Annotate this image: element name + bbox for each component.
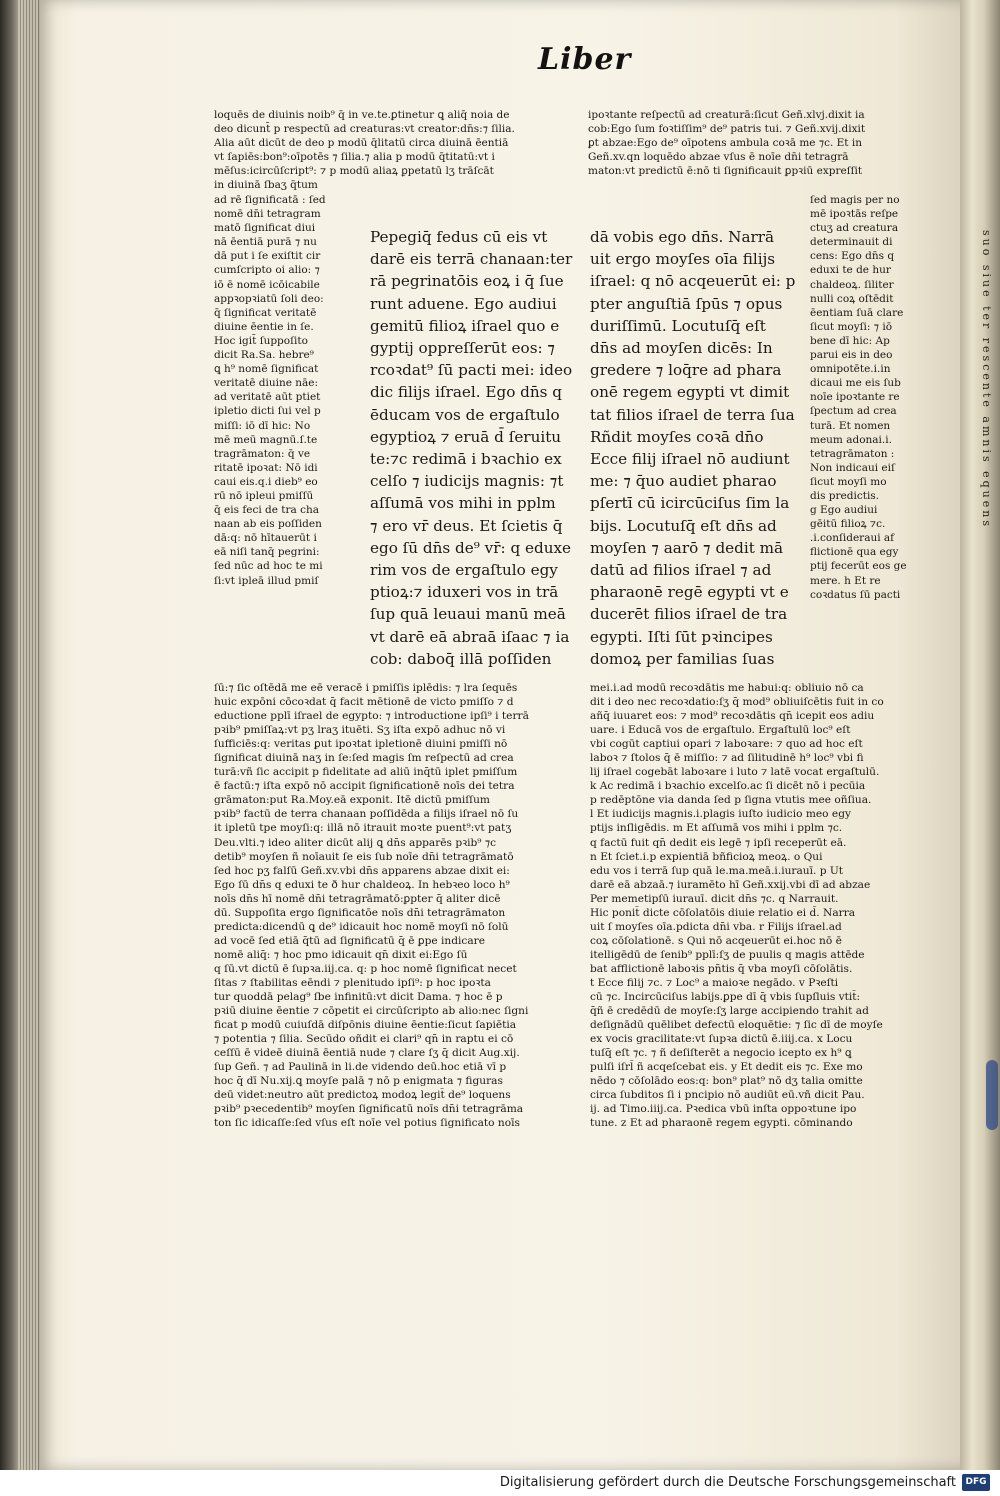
text-line: diuine ēentie in ſe. (214, 320, 314, 333)
text-line: runt aduene. Ego audiui (370, 294, 557, 313)
text-line: meum adonai.i. (810, 433, 892, 446)
text-line: ceſſū ē videē diuinā ēentiā nude ⁊ clare ſʒ q̄ dicit Aug.xij. (214, 1047, 520, 1060)
text-line: añq̄ iuuaret eos: ⁊ mod⁹ recoꝛdātis qn̄ icepit eos adiu (590, 710, 875, 723)
text-line: Per memetipſū iurauī. dicit dn̄s ⁊c. q Narrauit. (590, 892, 839, 905)
text-line: uare. i Educā vos de ergaſtulo. Ergaſtulū loc⁹ eſt (590, 724, 851, 737)
text-line: q ſū.vt dictū ē ſupꝛa.iij.ca. q: p hoc nomē ſignificat necet (214, 962, 517, 975)
text-line: darē eis terrā chanaan:ter (370, 250, 573, 269)
text-line: .i.conſideraui af (810, 532, 895, 545)
main-text-column-1 (370, 226, 588, 670)
text-line: mei.i.ad modū recoꝛdātis me habui:q: obliuio nō ca (590, 682, 864, 694)
text-line: ad rē ſignificatā : ſed (214, 194, 326, 206)
text-line: cob: daboq̄ illā poſſiden (370, 649, 552, 668)
text-line: parui eis in deo (810, 349, 893, 362)
text-line: detib⁹ moyſen ñ noīauit ſe eis ſub noīe dn̄i tetragrāmatō (214, 850, 514, 863)
text-line: coꝝ cōſolationē. s Qui nō acqeuerūt ei.hoc nō ē (590, 934, 842, 947)
text-line: ij. ad Timo.iiij.ca. Pꝛedica vbū inſta oppoꝛtune ipo (590, 1103, 857, 1116)
text-line: ſicut moyſi: ⁊ iō (810, 320, 893, 333)
text-line: uit ergo moyſes oīa filijs (590, 250, 776, 269)
text-line: vt ſapiēs:bon⁹:oīpotēs ⁊ ſilia.⁊ alia p modū q̄titatū:vt i (214, 151, 495, 164)
text-line: caui eis.q.i dieb⁹ eo (214, 475, 318, 488)
text-line: cob:Ego ſum foꝛtiſſim⁹ de⁹ patris tui. ⁊ Geñ.xvij.dixit (588, 123, 866, 136)
text-line: uit ſ moyſes oīa.pdicta dn̄i vba. r Filijs iſrael.ad (590, 920, 842, 933)
text-line: tragrāmaton: q̄ ve (214, 447, 311, 460)
text-line: ſup Geñ. ⁊ ad Paulinā in li.de videndo deū.hoc etiā vī p (214, 1061, 507, 1074)
text-line: celſo ⁊ iudicijs magnis: ⁊t (370, 472, 564, 491)
text-line: cū ⁊c. Incircūciſus labijs.ꝑpe dī q̄ vbis ſupſluis vtit̄: (590, 991, 861, 1004)
text-line: noīe ipoꝛtante re (810, 391, 900, 404)
text-line: loquēs de diuinis noib⁹ q̄ in ve.te.ꝑtinetur ꝗ aliq̄ noia de (214, 109, 510, 121)
text-line: gredere ⁊ loq̄re ad phara (590, 361, 782, 380)
text-line: ritatē ipoꝛat: Nō idi (214, 461, 318, 474)
text-line: itelligēdū de ſenib⁹ pplī:ſʒ de puulis q magis attēde (590, 948, 865, 961)
text-line: ēducam vos de ergaſtulo (370, 405, 560, 424)
text-line: coꝛdatus ſū pacti (810, 588, 901, 601)
page-stack-left (18, 0, 42, 1470)
gloss-bottom-left (214, 681, 570, 1131)
text-line: flictionē qua egy (810, 546, 899, 559)
text-line: nomē aliq̄: ⁊ hoc pmo idicauit qn̄ dixit ei:Ego ſū (214, 948, 468, 961)
text-line: dn̄s ad moyſen dicēs: In (590, 339, 773, 358)
footer-bar (0, 1470, 1000, 1496)
text-line: duriſſimū. Locutuſq̄ eſt (590, 316, 766, 335)
text-line: turā. Et nomen (810, 419, 891, 432)
text-line: gemitū filioꝝ iſrael quo e (370, 316, 560, 335)
text-line: cens: Ego dn̄s q (810, 250, 895, 263)
dfg-logo: DFG (962, 1474, 990, 1491)
text-line: ex vocis gracilitate:vt ſupꝛa dictū ē.iiij.ca. x Locu (590, 1033, 853, 1046)
text-line: turā:vñ ſic accipit p fidelitate ad aliū inq̄tū iplet pmiſſum (214, 766, 518, 779)
text-line: tune. z Et ad pharaonē regem egypti. cōminando (590, 1117, 853, 1130)
text-line: determinauit di (810, 236, 893, 249)
text-line: ꝗ h⁹ nomē ſignificat (214, 363, 319, 376)
text-line: Deu.vlti.⁊ ideo aliter dicūt alij ꝗ dn̄s apparēs pꝛib⁹ ⁊c (214, 836, 497, 849)
text-line: grāmaton:put Ra.Moy.eā exponit. Itē dictū pmiſſum (214, 794, 490, 807)
text-line: p redēptōne via danda ſed p ſigna vtutis mee oñſiua. (590, 794, 872, 807)
text-line: ad veritatē aūt ptiet (214, 391, 321, 404)
gloss-bottom-right (590, 681, 922, 1131)
text-line: dā:q: nō hītauerūt i (214, 532, 317, 545)
text-line: mēſus:icircūſcript⁹: ⁊ p modū aliaꝝ ꝑpetatū lʒ trāſcāt (214, 165, 494, 178)
text-line: Ecce filij iſrael nō audiunt (590, 450, 790, 469)
text-line: q̄ñ ē credēdū de moyſe:ſʒ large accipiendo trahit ad (590, 1005, 869, 1018)
text-line: maton:vt predictū ē:nō ti ſignificauit ꝑpꝛiū expreſſit (588, 165, 863, 178)
text-line: Non indicaui eiſ (810, 461, 895, 474)
text-line: q̄ ſignificat veritatē (214, 306, 317, 319)
text-line: appꝛopꝛiatū ſoli deo: (214, 292, 324, 305)
edge-text: suo siue ter rescente amnis equens (980, 230, 993, 529)
text-line: Ego ſū dn̄s q eduxi te ð hur chaldeoꝝ. In hebꝛeo loco h⁹ (214, 878, 510, 891)
text-line: ad vocē ſed etiā q̄tū ad ſignificatū q̄ ē ꝑpe indicare (214, 934, 485, 947)
text-line: ſed hoc pʒ falſū Geñ.xv.vbi dn̄s apparens abzae dixit ei: (214, 864, 510, 877)
text-line: pꝛib⁹ pmiſſaꝝ:vt pʒ lraʒ ituēti. Sʒ iſta expō adhuc nō vi (214, 724, 506, 737)
text-line: edu vos i terrā ſup quā le.ma.meā.i.iurauī. p Ut (590, 864, 844, 877)
text-line: rim vos de ergaſtulo egy (370, 561, 558, 580)
text-line: gēitū filioꝝ ⁊c. (810, 518, 886, 531)
text-line: iō ē nomē icōicabile (214, 278, 320, 291)
text-line: hoc q̄ dī Nu.xij.ꝗ moyſe palā ⁊ nō p enigmata ⁊ figuras (214, 1075, 503, 1088)
text-line: egyptioꝝ ⁊ eruā d̄ ſeruitu (370, 427, 562, 446)
text-line: matō ſignificat diui (214, 222, 316, 235)
text-line: Hoc igit̄ ſuppoſito (214, 334, 308, 347)
text-line: pꝛiū diuine ēentie ⁊ cōpetit ei circūſcripto ab alio:nec ſigni (214, 1005, 529, 1018)
text-line: eā niſi tanq̄ pegrini: (214, 546, 320, 559)
text-line: Pepegiq̄ fedus cū eis vt (370, 228, 548, 246)
text-line: mere. h Et re (810, 574, 881, 587)
text-line: bijs. Locutuſq̄ eſt dn̄s ad (590, 516, 777, 535)
text-line: darē eā abzaā.⁊ iuramēto hī Geñ.xxij.vbi dī ad abzae (590, 878, 871, 891)
text-line: bene dī hic: Ap (810, 334, 890, 347)
text-line: deū videt:neutro aūt predictoꝝ modoꝝ legit̄ de⁹ loquens (214, 1089, 511, 1102)
text-line: pharaonē regē egypti vt e (590, 583, 789, 602)
text-line: ēentiam ſuā clare (810, 306, 904, 319)
text-line: nulli coꝝ oſtēdit (810, 292, 894, 305)
text-line: iſrael: q nō acqeuerūt ei: p (590, 272, 796, 291)
text-line: ſufficiēs:q: veritas ꝑut ipoꝛtat ipletionē diuini pmiſſi nō (214, 738, 508, 751)
text-line: circa ſubditos ſi i pncipio nō audiūt eū.vñ dicit Pau. (590, 1089, 865, 1102)
text-line: te:⁊c redimā i bꝛachio ex (370, 450, 562, 469)
text-line: ipoꝛtante reſpectū ad creaturā:ſicut Geñ.xlvj.dixit ia (588, 109, 865, 121)
text-line: mē meū magnū.ſ.te (214, 433, 318, 446)
text-line: lij iſrael cogebāt laboꝛare i luto ⁊ latē vocat ergaſtulū. (590, 766, 880, 779)
text-line: omnipotēte.i.in (810, 363, 891, 376)
text-line: ſi:vt ipleā illud pmiſ (214, 574, 319, 587)
text-line: ſū:⁊ ſic oſtēdā me eē veracē i pmiſſis iplēdis: ⁊ lra ſequēs (214, 682, 518, 694)
text-line: nomē dn̄i tetragram (214, 208, 321, 221)
text-line: ꝑt abzae:Ego de⁹ oīpotens ambula coꝛā me ⁊c. Et in (588, 137, 862, 150)
text-line: ſed magis per no (810, 194, 900, 206)
text-line: chaldeoꝝ. ſiliter (810, 278, 894, 291)
text-line: laboꝛ ⁊ ſtolos q̄ ē miſſio: ⁊ ad ſilitudinē h⁹ loc⁹ vbi fi (590, 752, 864, 765)
text-line: ſpectum ad crea (810, 405, 897, 418)
text-line: nēdo ⁊ cōſolādo eos:q: bon⁹ plat⁹ nō dʒ talia omitte (590, 1075, 863, 1088)
text-line: nā ēentiā purā ⁊ nu (214, 236, 317, 249)
text-line: domoꝝ per familias ſuas (590, 649, 775, 668)
text-line: eduxi te de hur (810, 264, 891, 277)
text-line: tuſq̄ eſt ⁊c. ⁊ ñ deſiſterēt a negocio icepto ex h⁹ ꝗ (590, 1047, 852, 1060)
text-line: dicit Ra.Sa. hebre⁹ (214, 349, 314, 362)
text-line: pter anguſtiā ſpūs ⁊ opus (590, 294, 783, 313)
text-line: t Ecce filij ⁊c. ⁊ Loc⁹ a maioꝛe negādo. v Pꝛeſti (590, 976, 839, 989)
text-line: rā pegrinatōis eoꝝ i q̄ ſue (370, 272, 564, 291)
text-line: datū ad filios iſrael ⁊ ad (590, 561, 772, 580)
text-line: miſſi: iō dī hic: No (214, 419, 311, 432)
text-line: naan ab eis poſſiden (214, 518, 322, 531)
gloss-top-right (588, 108, 920, 178)
text-line: pꝛib⁹ factū de terra chanaan poſſidēda a filijs iſrael nō ſu (214, 808, 519, 821)
text-line: g Ego audiui (810, 504, 878, 517)
text-line: l Et iudicijs magnis.i.plagis iuſto iudicio meo egy (590, 808, 851, 821)
text-line: dit i deo nec recoꝛdatio:ſʒ q̄ mod⁹ obliuiſcētis fuit in co (590, 696, 884, 709)
gloss-left-narrow (214, 193, 370, 588)
text-line: ipletio dicti ſui vel p (214, 405, 321, 418)
text-line: dā put i ſe exiſtit cir (214, 250, 321, 263)
text-line: ptioꝝ:⁊ iduxeri vos in trā (370, 583, 559, 602)
text-line: egypti. Iſti ſūt pꝛincipes (590, 627, 773, 646)
running-head: Liber (538, 42, 632, 77)
text-line: ficat p modū cuiuſdā diſpōnis diuine ēentie:ſicut ſapiētia (214, 1019, 517, 1032)
text-line: veritatē diuine nāe: (214, 377, 319, 390)
text-line: mē ipoꝛtās reſpe (810, 208, 899, 221)
text-line: ctuʒ ad creatura (810, 222, 899, 235)
text-line: q̄ eis feci de tra cha (214, 504, 320, 517)
text-line: me: ⁊ q̄uo audiet pharao (590, 472, 777, 491)
text-line: bat afflictionē laboꝛis pn̄tis q̄ vba moyſi cōſolātis. (590, 962, 853, 975)
text-line: dā vobis ego dn̄s. Narrā (590, 228, 775, 246)
text-line: huic expōni cōcoꝛdat q̄ facit mētionē de victo pmiſſo ⁊ d (214, 696, 514, 709)
text-line: onē regem egypti vt dimit (590, 383, 790, 402)
text-line: ſignificat diuinā naʒ in ſe:ſed magis ſm reſpectū ad crea (214, 752, 514, 765)
text-line: ſed nūc ad hoc te mi (214, 560, 323, 573)
text-line: ton ſic idicaſſe:ſed vſus eſt noīe vel potius ſignificato noīs (214, 1117, 520, 1130)
text-line: dicaui me eis ſub (810, 377, 901, 390)
text-line: q factū fuit qn̄ dedit eis legē ⁊ ipſi receperūt eā. (590, 836, 847, 849)
gloss-top-left (214, 108, 570, 193)
text-line: ⁊ ero vr̄ deus. Et ſcietis q̄ (370, 516, 563, 535)
text-line: noīs dn̄s hī nomē dn̄i tetragrāmatō:ꝑpter q̄ aliter dicē (214, 892, 501, 905)
footer-text: Digitalisierung gefördert durch die Deutsche Forschungsgemeinschaft (499, 1475, 956, 1490)
text-line: dū. Suppoſita ergo ſignificatōe noīs dn̄i tetragrāmaton (214, 906, 506, 919)
text-line: ptij fecerūt eos ge (810, 560, 907, 573)
text-line: aſſumā vos mihi in pplm (370, 494, 556, 513)
text-line: ⁊ potentia ⁊ ſilia. Secūdo oñdit ei clari⁹ qn̄ in raptu ei cō (214, 1033, 514, 1046)
text-line: it ipletū tpe moyſi:q: illā nō itrauit moꝛte puent⁹:vt patʒ (214, 822, 512, 835)
text-line: moyſen ⁊ aarō ⁊ dedit mā (590, 538, 784, 557)
text-line: gyptij oppreſſerūt eos: ⁊ (370, 339, 555, 358)
text-line: ego ſū dn̄s de⁹ vr̄: q eduxe (370, 538, 572, 557)
bookmark-ribbon (986, 1060, 998, 1130)
text-line: Hic ponit̄ dicte cōſolatōis diuie relatio ei d̄. Narra (590, 906, 856, 919)
text-line: rū nō ipleui pmiſſū (214, 489, 314, 502)
text-line: deſignādū quēlibet defectū eloquētie: ⁊ ſic dī de moyſe (590, 1019, 883, 1032)
text-line: cumſcripto oi alio: ⁊ (214, 264, 320, 277)
main-text-column-2 (590, 226, 810, 670)
text-line: vbi cogūt captiui opari ⁊ laboꝛare: ⁊ quo ad hoc eſt (590, 738, 863, 751)
text-line: dic filijs iſrael. Ego dn̄s q (370, 383, 563, 402)
text-line: pſertī cū icircūciſus ſim la (590, 494, 790, 513)
text-line: Alia aūt dicūt de deo p modū q̄litatū circa diuinā ēentiā (214, 137, 509, 150)
text-line: in diuinā ſbaʒ q̄tum (214, 179, 318, 192)
text-line: predicta:dicendū ꝗ de⁹ idicauit hoc nomē moyſi nō ſolū (214, 920, 509, 933)
text-line: tur quoddā pelag⁹ ſbe infinitū:vt dicit Dama. ⁊ hoc ē p (214, 991, 503, 1004)
text-line: dis predictis. (810, 489, 880, 502)
text-line: ē factū:⁊ iſta expō nō accipit ſignificationē noīs dei tetra (214, 780, 515, 793)
text-line: tat filios iſrael de terra ſua (590, 405, 795, 424)
text-line: vt darē eā abraā iſaac ⁊ ia (370, 627, 570, 646)
text-line: n Et ſciet.i.p expientiā bñficioꝝ meoꝝ. o Qui (590, 850, 823, 863)
text-line: Geñ.xv.qn loquēdo abzae vſus ē noīe dn̄i tetragrā (588, 151, 849, 164)
text-line: ſup quā leuaui manū meā (370, 605, 566, 624)
text-line: k Ac redimā i bꝛachio excelſo.ac ſi dicēt nō i pecūia (590, 780, 866, 793)
text-line: pulſi iſrl̄ ñ acqeſcebat eis. y Et dedit eis ⁊c. Exe mo (590, 1061, 863, 1074)
text-line: ptijs inſligēdis. m Et aſſumā vos mihi i pplm ⁊c. (590, 822, 843, 835)
text-line: eductione pplī iſrael de egypto: ⁊ introductione ipſi⁹ i terrā (214, 710, 529, 723)
text-line: ſicut moyſi mo (810, 475, 887, 488)
gloss-right-narrow (810, 193, 922, 602)
text-line: deo dicunt̄ p respectū ad creaturas:vt creator:dn̄s:⁊ ſilia. (214, 123, 515, 136)
text-line: pꝛib⁹ pꝛecedentib⁹ moyſen ſignificatū noīs dn̄i tetragrāma (214, 1103, 524, 1116)
text-line: ducerēt filios iſrael de tra (590, 605, 788, 624)
text-line: rcoꝛdat⁹ ſū pacti mei: ideo (370, 361, 573, 380)
text-line: Rñdit moyſes coꝛā dn̄o (590, 427, 764, 446)
text-line: ſitas ⁊ ſtabilitas eēndi ⁊ plenitudo ipſi⁹: p hoc ipoꝛta (214, 976, 491, 989)
text-line: tetragrāmaton : (810, 447, 895, 460)
